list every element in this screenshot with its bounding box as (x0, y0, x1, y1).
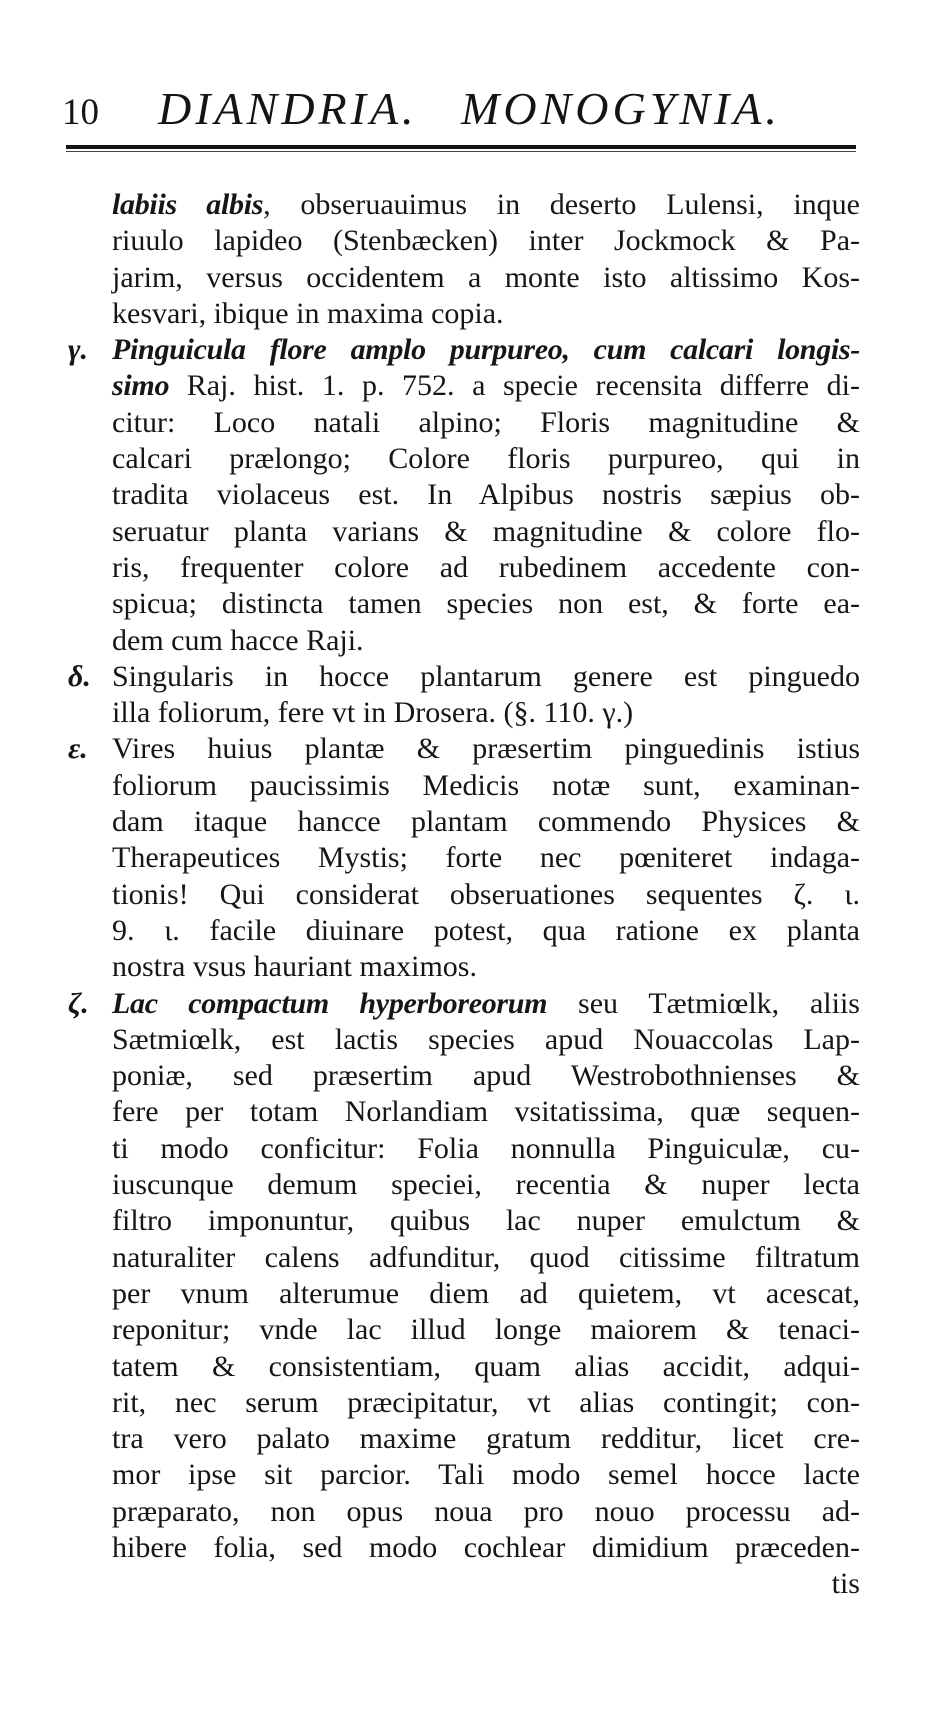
text-line: nostra vsus hauriant maximos. (112, 950, 477, 984)
paragraph-marker: ζ. (68, 986, 89, 1020)
text-line: per vnum alterumue diem ad quietem, vt acescat, (112, 1276, 860, 1310)
running-title: DIANDRIA. MONOGYNIA. (158, 83, 781, 134)
text-line: tra vero palato maxime gratum redditur, licet cre- (112, 1422, 860, 1456)
text-line: labiis albis, obseruauimus in deserto Lulensi, inque (112, 188, 860, 221)
text-line: iuscunque demum speciei, recentia & nuper lecta (112, 1168, 860, 1202)
page-number: 10 (62, 92, 99, 133)
text-line: ris, frequenter colore ad rubedinem accedente con- (112, 550, 860, 584)
text-line: præparato, non opus noua pro nouo processu ad- (112, 1494, 860, 1528)
text-line: reponitur; vnde lac illud longe maiorem & tenaci- (112, 1313, 860, 1347)
paragraph-gamma (68, 332, 860, 659)
text-line: Therapeutices Mystis; forte nec pœniteret indaga- (112, 841, 860, 875)
text-line: rit, nec serum præcipitatur, vt alias contingit; con- (112, 1385, 860, 1419)
text-line: filtro imponuntur, quibus lac nuper emulctum & (112, 1204, 860, 1238)
catchword: tis (831, 1567, 860, 1601)
text-line: Singularis in hocce plantarum genere est pinguedo (112, 659, 860, 693)
page-header (62, 82, 862, 142)
text-line: tatem & consistentiam, quam alias accidit, adqui- (112, 1349, 860, 1383)
text-line: calcari prælongo; Colore floris purpureo, qui in (112, 442, 860, 476)
paragraph-continuation (112, 187, 860, 332)
text-line: 9. ι. facile diuinare potest, qua ratione ex planta (112, 913, 860, 947)
text-line: riuulo lapideo (Stenbæcken) inter Jockmock & Pa- (112, 224, 860, 258)
paragraph-zeta (68, 986, 860, 1603)
text-line: Pinguicula flore amplo purpureo, cum calcari longis- (112, 333, 860, 367)
text-line: Vires huius plantæ & præsertim pinguedinis istius (112, 732, 860, 766)
text-line: naturaliter calens adfunditur, quod citissime filtratum (112, 1240, 860, 1274)
text-line: citur: Loco natali alpino; Floris magnitudine & (112, 405, 860, 439)
text-line: poniæ, sed præsertim apud Westrobothnienses & (112, 1059, 860, 1093)
header-rule (66, 145, 856, 149)
text-line: jarim, versus occidentem a monte isto altissimo Kos- (112, 260, 860, 294)
text-line: spicua; distincta tamen species non est, & forte ea- (112, 587, 860, 621)
text-line: hibere folia, sed modo cochlear dimidium præceden- (112, 1530, 860, 1564)
text-line: dam itaque hancce plantam commendo Physices & (112, 805, 860, 839)
text-line: tionis! Qui considerat obseruationes sequentes ζ. ι. (112, 877, 860, 911)
text-line: Lac compactum hyperboreorum seu Tætmiœlk, aliis (112, 986, 860, 1020)
text-line: kesvari, ibique in maxima copia. (112, 296, 504, 330)
text-line: seruatur planta varians & magnitudine & colore flo- (112, 514, 860, 548)
text-line: dem cum hacce Raji. (112, 623, 364, 657)
paragraph-marker: δ. (68, 659, 91, 693)
text-line: ti modo conficitur: Folia nonnulla Pinguiculæ, cu- (112, 1131, 860, 1165)
text-line: foliorum paucissimis Medicis notæ sunt, examinan- (112, 768, 860, 802)
text-line: fere per totam Norlandiam vsitatissima, quæ sequen- (112, 1095, 860, 1129)
text-line: Sætmiœlk, est lactis species apud Nouaccolas Lap- (112, 1022, 860, 1056)
paragraph-delta (68, 659, 860, 732)
text-line: illa foliorum, fere vt in Drosera. (§. 110. γ.) (112, 696, 634, 730)
paragraph-epsilon (68, 731, 860, 985)
text-line: tradita violaceus est. In Alpibus nostris sæpius ob- (112, 478, 860, 512)
paragraph-marker: γ. (68, 333, 88, 367)
paragraph-marker: ε. (68, 732, 88, 766)
text-line: simo Raj. hist. 1. p. 752. a specie recensita differre di- (112, 369, 860, 403)
body-text (68, 187, 860, 1603)
text-line: mor ipse sit parcior. Tali modo semel hocce lacte (112, 1458, 860, 1492)
